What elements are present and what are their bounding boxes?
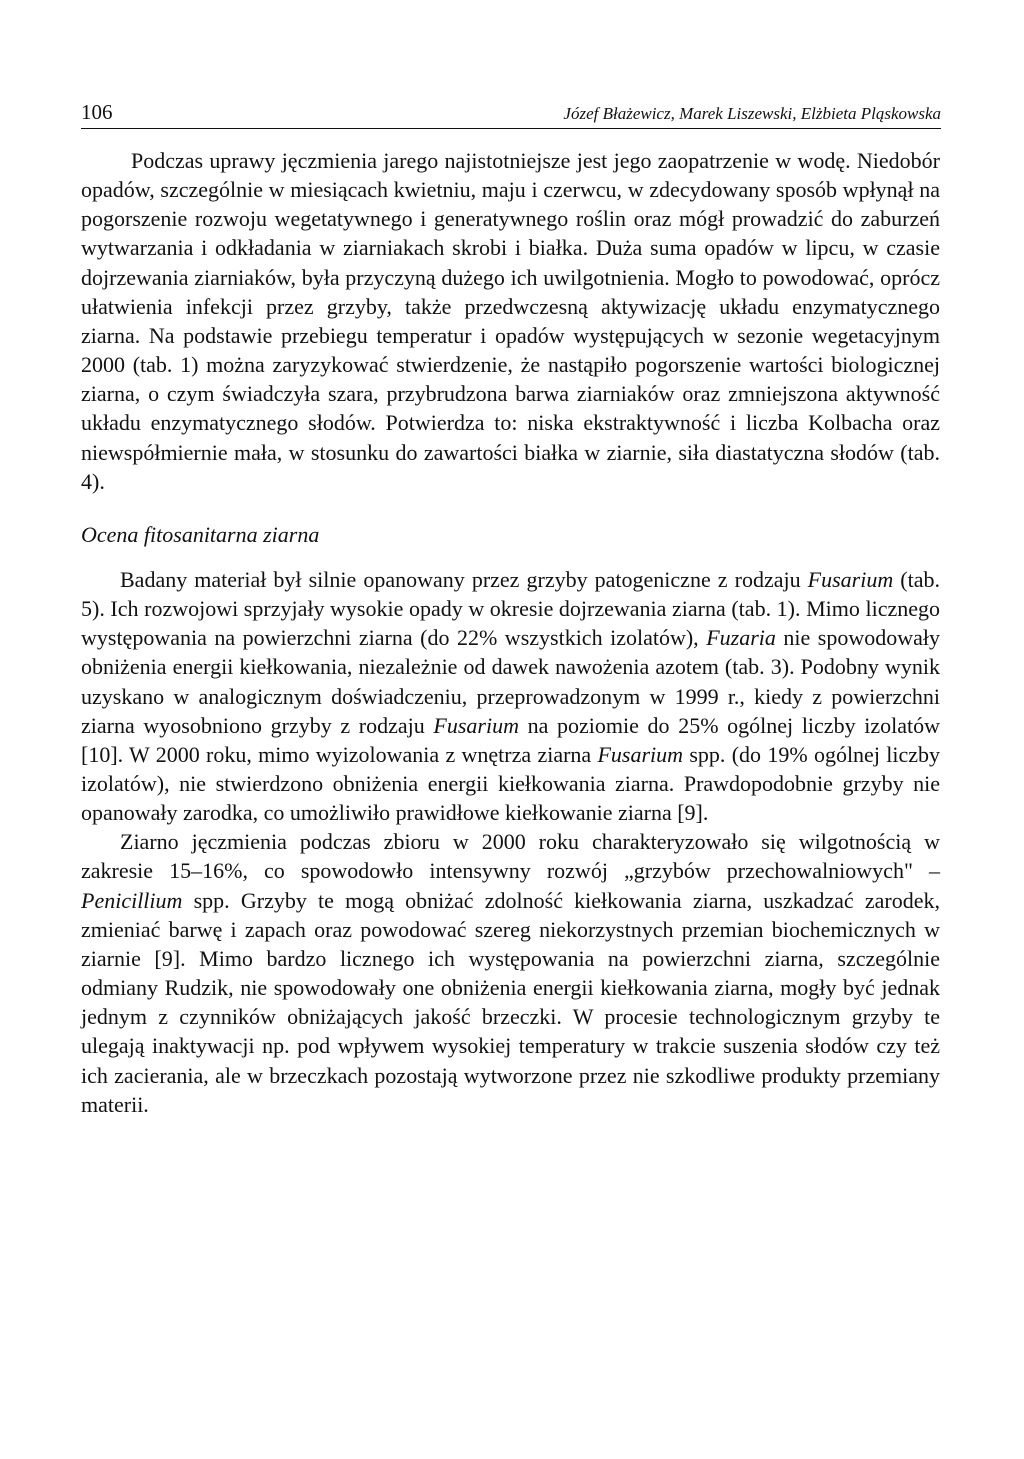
paragraph-2 xyxy=(81,565,940,827)
paragraph-3 xyxy=(81,827,940,1119)
paragraph-3-text-2: spp. Grzyby te mogą obniżać zdolność kiełkowania ziarna, uszkadzać zarodek, zmieniać barwę i zapach oraz powodować szereg niekorzystnych przemian biochemicznych w ziarnie [9]. Mimo bardzo licznego ich występowania na powierzchni ziarna, szczególnie odmiany Rudzik, nie spowodowały one obniżenia energii kiełkowania ziarna, mogły być jednak jednym z czynników obniżających jakość brzeczki. W procesie technologicznym grzyby te ulegają inaktywacji np. pod wpływem wysokiej temperatury w trakcie suszenia słodów czy też ich zacierania, ale w brzeczkach pozostają wytworzone przez nie szkodliwe produkty przemiany materii. xyxy=(81,887,940,1117)
paragraph-2-italic-3: Fusarium xyxy=(433,712,519,738)
page-body xyxy=(81,146,940,1119)
page-header xyxy=(81,96,941,129)
paragraph-1: Podczas uprawy jęczmienia jarego najistotniejsze jest jego zaopatrzenie w wodę. Niedobór opadów, szczególnie w miesiącach kwietniu, maju i czerwcu, w zdecydowany sposób wpłynął na pogorszenie rozwoju wegetatywnego i generatywnego roślin oraz mógł prowadzić do zaburzeń wytwarzania i odkładania w ziarniakach skrobi i białka. Duża suma opadów w lipcu, w czasie dojrzewania ziarniaków, była przyczyną dużego ich uwilgotnienia. Mogło to powodować, oprócz ułatwienia infekcji przez grzyby, także przedwczesną aktywizację układu enzymatycznego ziarna. Na podstawie przebiegu temperatur i opadów występujących w sezonie wegetacyjnym 2000 (tab. 1) można zaryzykować stwierdzenie, że nastąpiło pogorszenie wartości biologicznej ziarna, o czym świadczyła szara, przybrudzona barwa ziarniaków oraz zmniejszona aktywność układu enzymatycznego słodów. Potwierdza to: niska ekstraktywność i liczba Kolbacha oraz niewspółmiernie mała, w stosunku do zawartości białka w ziarnie, siła diastatyczna słodów (tab. 4). xyxy=(81,148,940,494)
paragraph-2-text-2: (tab. 5). Ich rozwojowi sprzyjały wysokie opady w okresie dojrzewania ziarna (tab. 1). Mimo licznego występowania na powierzchni ziarna (do 22% wszystkich izolatów), xyxy=(81,566,940,651)
paragraph-3-text-1: Ziarno jęczmienia podczas zbioru w 2000 roku charakteryzowało się wilgotnością w zakresie 15–16%, co spowodowło intensywny rozwój „grzybów przechowalniowych" – xyxy=(81,829,940,884)
paragraph-3-italic-1: Penicillium xyxy=(81,887,183,913)
paragraph-2-text-3: nie spowodowały obniżenia energii kiełkowania, niezależnie od dawek nawożenia azotem (tab. 3). Podobny wynik uzyskano w analogicznym doświadczeniu, przeprowadzonym w 1999 r., kiedy z powierzchni ziarna wyosobniono grzyby z rodzaju xyxy=(81,625,940,738)
paragraph-2-italic-1: Fusarium xyxy=(807,566,894,592)
paragraph-2-italic-2: Fuzaria xyxy=(706,625,776,651)
paragraph-2-text-5: spp. (do 19% ogólnej liczby izolatów), nie stwierdzono obniżenia energii kiełkowania ziarna. Prawdopodobnie grzyby nie opanowały zarodka, co umożliwiło prawidłowe kiełkowanie ziarna [9]. xyxy=(81,741,940,826)
section-heading: Ocena fitosanitarna ziarna xyxy=(81,521,320,547)
page-number: 106 xyxy=(81,100,113,124)
running-head: Józef Błażewicz, Marek Liszewski, Elżbieta Pląskowska xyxy=(563,104,941,123)
paragraph-2-italic-4: Fusarium xyxy=(597,741,684,767)
paragraph-2-text-4: na poziomie do 25% ogólnej liczby izolatów [10]. W 2000 roku, mimo wyizolowania z wnętrza ziarna xyxy=(81,712,940,767)
paragraph-2-text-1: Badany materiał był silnie opanowany przez grzyby patogeniczne z rodzaju xyxy=(120,566,808,592)
